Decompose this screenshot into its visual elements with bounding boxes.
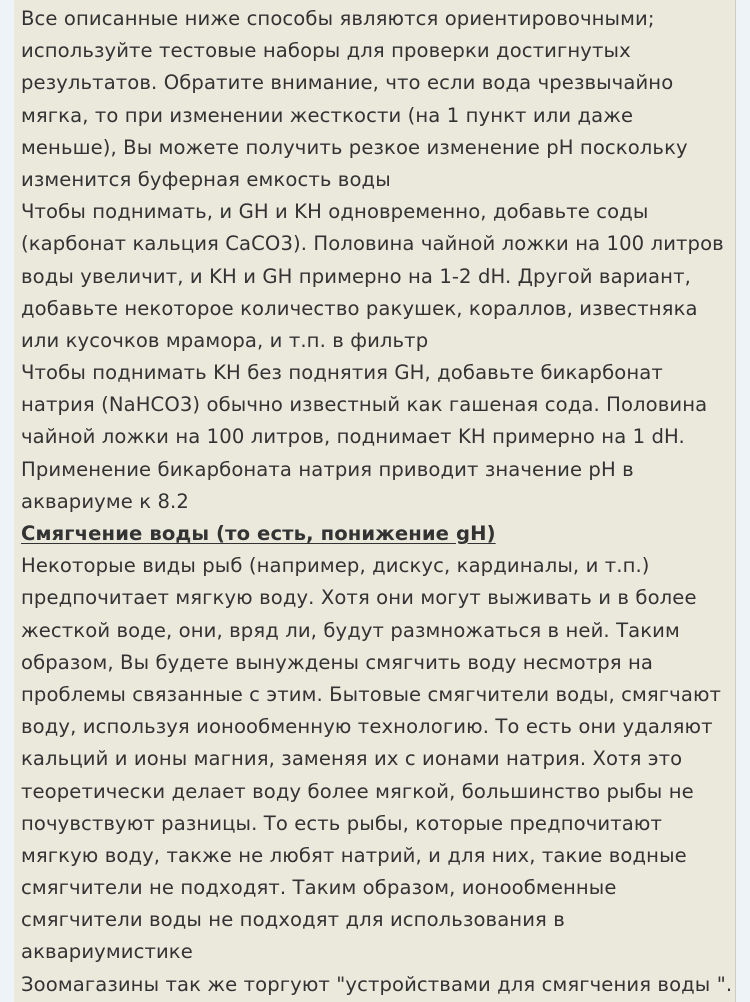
paragraph-line: результатов. Обратите внимание, что если вода чрезвычайно (21, 71, 674, 95)
paragraph-line: проблемы связанные с этим. Бытовые смягчители воды, смягчают (21, 682, 722, 706)
paragraph-line: кальций и ионы магния, заменяя их с ионами натрия. Хотя это (21, 747, 683, 771)
paragraph-line: используйте тестовые наборы для проверки достигнутых (21, 39, 631, 63)
paragraph-line: меньше), Вы можете получить резкое изменение pH поскольку (21, 135, 688, 159)
section-heading: Смягчение воды (то есть, понижение gH) (21, 522, 496, 545)
paragraph-line: образом, Вы будете вынуждены смягчить воду несмотря на (21, 650, 653, 674)
paragraph-line: воды увеличит, и KH и GH примерно на 1-2 dH. Другой вариант, (21, 264, 691, 288)
paragraph-line: (карбонат кальция CaCO3). Половина чайной ложки на 100 литров (21, 232, 724, 256)
paragraph-line: почувствуют разницы. То есть рыбы, которые предпочитают (21, 811, 662, 835)
paragraph-line: смягчители не подходят. Таким образом, ионообменные (21, 876, 617, 900)
paragraph-line: Некоторые виды рыб (например, дискус, кардиналы, и т.п.) (21, 554, 650, 578)
paragraph-line: аквариумистике (21, 940, 193, 964)
paragraph-line: теоретически делает воду более мягкой, большинство рыбы не (21, 779, 694, 803)
paragraph-line: натрия (NaHCO3) обычно известный как гашеная сода. Половина (21, 393, 708, 417)
paragraph-line: аквариуме к 8.2 (21, 489, 189, 513)
paragraph-line: воду, используя ионообменную технологию. То есть они удаляют (21, 715, 713, 739)
paragraph-line: добавьте некоторое количество ракушек, кораллов, известняка (21, 296, 698, 320)
paragraph-line: или кусочков мрамора, и т.п. в фильтр (21, 328, 429, 352)
paragraph-line: смягчители воды не подходят для использования в (21, 908, 565, 932)
paragraph-line: мягка, то при изменении жесткости (на 1 пункт или даже (21, 103, 634, 127)
paragraph-line: Зоомагазины так же торгуют "устройствами для смягчения воды ". (21, 972, 733, 996)
paragraph-line: чайной ложки на 100 литров, поднимает KH примерно на 1 dH. (21, 425, 685, 449)
paragraph-line: изменится буферная емкость воды (21, 167, 391, 191)
paragraph-line: Чтобы поднимать KH без поднятия GH, добавьте бикарбонат (21, 361, 663, 385)
paragraph-line: Чтобы поднимать, и GH и KH одновременно, добавьте соды (21, 200, 649, 224)
paragraph-line: Все описанные ниже способы являются ориентировочными; (21, 7, 655, 30)
paragraph-line: предпочитает мягкую воду. Хотя они могут выживать и в более (21, 586, 697, 610)
paragraph-line: Применение бикарбоната натрия приводит значение pH в (21, 457, 634, 481)
article-body (21, 3, 736, 1001)
paragraph-line: мягкую воду, также не любят натрий, и для них, такие водные (21, 843, 687, 867)
paragraph-line: жесткой воде, они, вряд ли, будут размножаться в ней. Таким (21, 618, 680, 642)
